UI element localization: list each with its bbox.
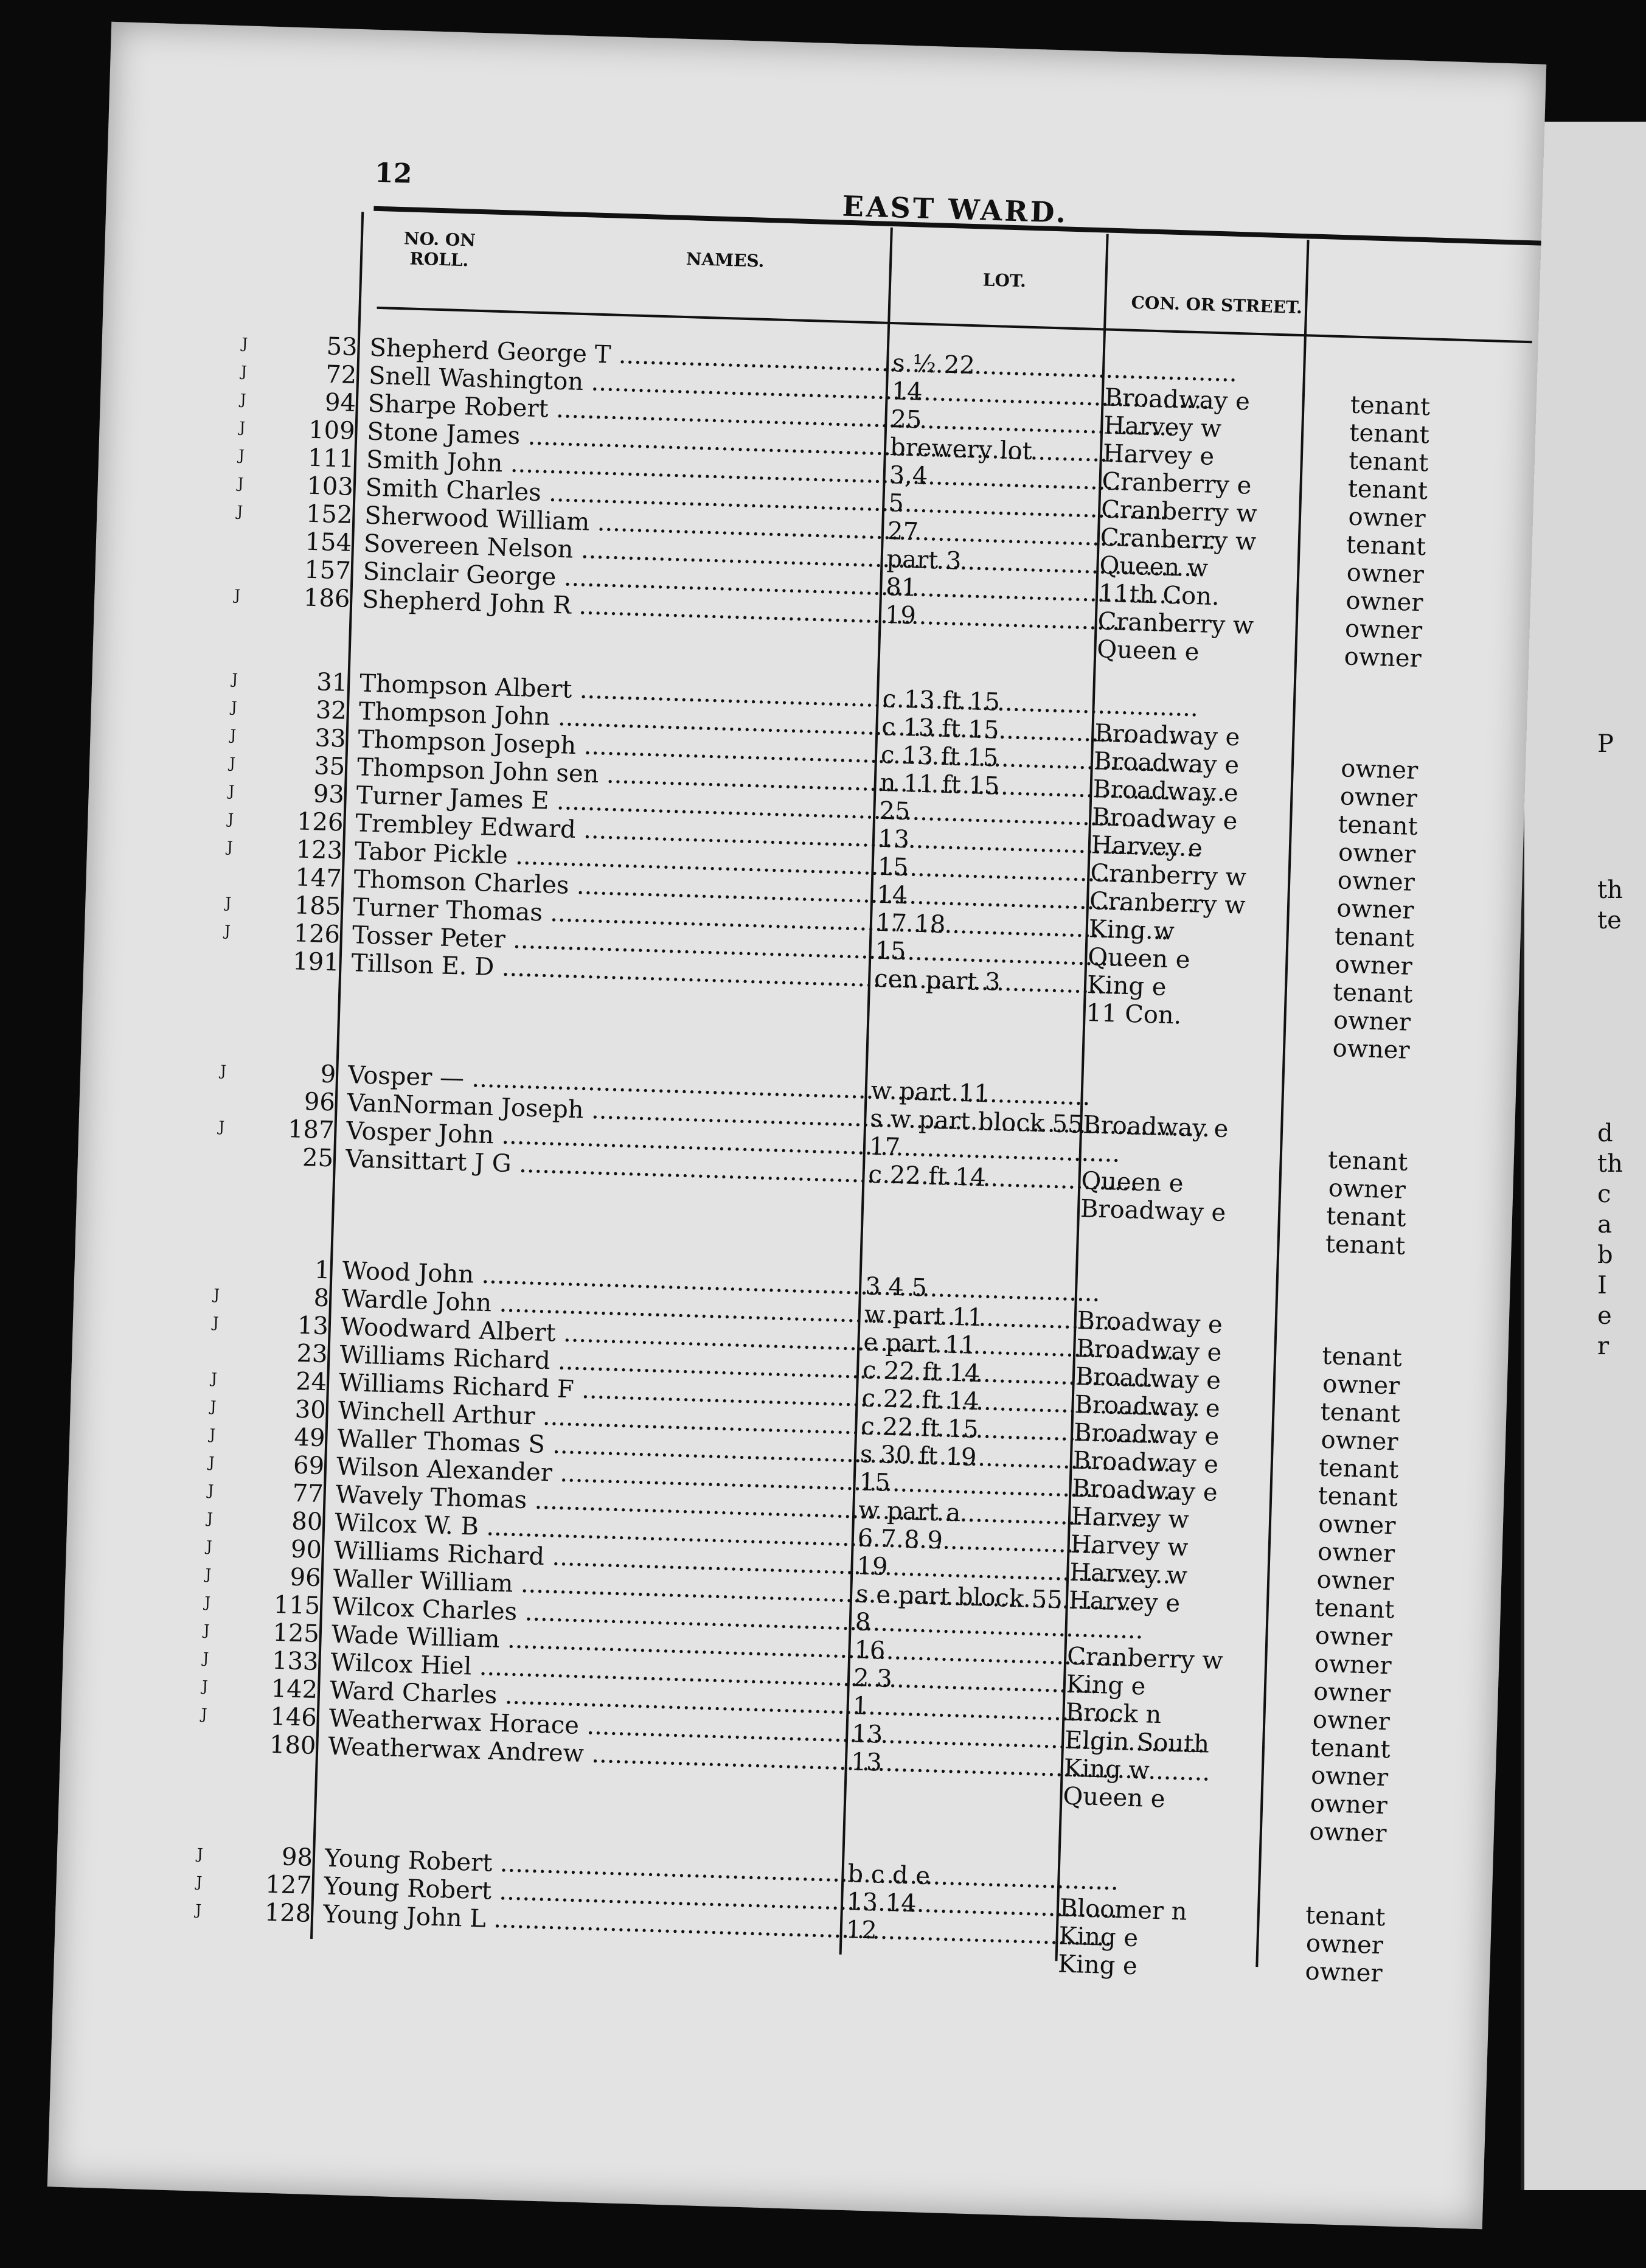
tenure-status: owner — [1317, 1537, 1395, 1568]
con-or-street: Broadway e — [1075, 1362, 1221, 1395]
person-name: Weatherwax Horace ..... — [328, 1705, 840, 1748]
tenure-status: owner — [1305, 1929, 1384, 1960]
roll-number: 69 — [293, 1451, 325, 1481]
facing-page-edge — [1521, 122, 1646, 2190]
con-or-street: Bloomer n — [1059, 1894, 1188, 1926]
con-or-street: Broadway e — [1072, 1446, 1219, 1479]
roll-number: 146 — [269, 1702, 318, 1733]
juror-mark: J — [239, 419, 246, 436]
con-or-street: 11 Con. — [1086, 999, 1182, 1030]
con-or-street: Cranberry e — [1101, 467, 1252, 500]
roll-number: 186 — [303, 583, 351, 613]
facing-page-text-fragment: P — [1597, 730, 1614, 758]
juror-mark: J — [207, 1481, 214, 1499]
juror-mark: J — [207, 1509, 214, 1527]
tenure-status: tenant — [1347, 475, 1428, 506]
juror-mark: J — [209, 1425, 216, 1443]
con-or-street: Harvey e — [1068, 1586, 1181, 1618]
roll-number: 142 — [271, 1674, 318, 1705]
con-or-street: Harvey w — [1070, 1530, 1189, 1562]
person-name: Williams Richard ..... — [339, 1341, 851, 1384]
juror-mark: J — [224, 922, 231, 940]
con-or-street: King e — [1057, 1950, 1138, 1981]
roll-number: 126 — [296, 807, 344, 837]
person-name: Wilson Alexander ..... — [336, 1453, 847, 1496]
person-name: Tabor Pickle ..... — [354, 837, 866, 880]
con-or-street: 11th Con. — [1098, 579, 1220, 611]
lot: c 22 ft 15 — [860, 1412, 979, 1444]
roll-number: 24 — [295, 1367, 327, 1397]
juror-mark: J — [196, 1845, 204, 1863]
person-name: Thompson Joseph ..... — [358, 725, 869, 768]
person-name: Thompson John sen ..... — [356, 753, 868, 796]
tenure-status: owner — [1314, 1649, 1392, 1680]
person-name: Thompson John ..... — [358, 697, 870, 740]
page-number: 12 — [374, 157, 413, 190]
tenure-status: tenant — [1348, 447, 1429, 478]
roll-number: 23 — [296, 1339, 328, 1369]
roll-number: 157 — [304, 555, 352, 585]
juror-mark: J — [210, 1397, 217, 1415]
person-name: Winchell Arthur ..... — [338, 1397, 849, 1440]
juror-mark: J — [203, 1621, 210, 1639]
lot: w part 11 — [870, 1076, 990, 1108]
person-name: VanNorman Joseph ..... — [347, 1089, 858, 1132]
tenure-status: tenant — [1320, 1397, 1401, 1428]
lot: 6 7 8 9 — [857, 1524, 943, 1555]
con-or-street: King w — [1088, 915, 1175, 946]
tenure-status: owner — [1337, 866, 1415, 897]
person-name: Turner James E ..... — [356, 781, 867, 824]
tenure-status: tenant — [1318, 1481, 1398, 1512]
roll-number: 147 — [294, 863, 342, 893]
tenure-status: tenant — [1325, 1230, 1406, 1261]
person-name: Wood John ..... — [342, 1257, 853, 1300]
roll-number: 180 — [269, 1730, 317, 1760]
lot: n 11 ft 15 — [880, 768, 1000, 801]
juror-mark: J — [208, 1453, 215, 1471]
lot: 27 — [887, 517, 919, 546]
con-or-street: Cranberry w — [1066, 1642, 1224, 1675]
tenure-status: owner — [1340, 754, 1419, 785]
lot: 3 4 5 — [864, 1272, 928, 1303]
person-name: Thompson Albert ..... — [359, 669, 871, 712]
column-header-lot: LOT. — [982, 270, 1027, 291]
roll-number: 187 — [287, 1115, 335, 1145]
lot: 81 — [885, 572, 917, 602]
roll-number: 96 — [304, 1087, 336, 1117]
juror-mark: J — [238, 447, 245, 464]
person-name: Weatherwax Andrew ..... — [328, 1733, 839, 1776]
tenure-status: owner — [1332, 1034, 1411, 1065]
person-name: Smith John ..... — [366, 446, 877, 489]
con-or-street: Broadway e — [1104, 383, 1251, 416]
lot: c 22 ft 14 — [867, 1160, 987, 1192]
roll-number: 96 — [290, 1563, 322, 1593]
juror-mark: J — [234, 586, 241, 604]
con-or-street: Broadway e — [1082, 1110, 1229, 1144]
con-or-street: Broadway e — [1092, 775, 1239, 808]
tenure-status: tenant — [1310, 1733, 1391, 1764]
tenure-status: owner — [1310, 1789, 1388, 1820]
tenure-status: owner — [1316, 1565, 1395, 1596]
lot: 19 — [884, 600, 917, 630]
tenure-status: tenant — [1346, 530, 1426, 562]
lot: e part 11 — [863, 1328, 976, 1360]
tenure-status: owner — [1346, 558, 1425, 590]
juror-mark: J — [204, 1593, 211, 1611]
juror-mark: J — [227, 810, 234, 828]
con-or-street: Queen e — [1080, 1166, 1184, 1198]
roll-number: 8 — [313, 1284, 330, 1313]
facing-page-text-fragment: r — [1597, 1332, 1610, 1360]
tenure-status: tenant — [1325, 1202, 1407, 1233]
roll-number: 49 — [293, 1423, 326, 1453]
column-header-roll: NO. ON ROLL. — [403, 228, 476, 271]
con-or-street: Queen w — [1099, 551, 1209, 583]
con-or-street: Cranberry w — [1089, 859, 1247, 892]
roll-number: 72 — [325, 360, 357, 389]
roll-number: 25 — [302, 1143, 334, 1173]
tenure-status: owner — [1312, 1705, 1391, 1736]
facing-page-text-fragment: a — [1597, 1211, 1612, 1239]
roll-number: 115 — [273, 1590, 321, 1621]
person-name: Smith Charles ..... — [365, 474, 877, 517]
lot: 25 — [878, 796, 911, 826]
roll-number: 98 — [281, 1843, 313, 1872]
con-or-street: King e — [1066, 1670, 1147, 1701]
con-or-street: Cranberry w — [1100, 495, 1258, 528]
roll-number: 126 — [293, 919, 341, 949]
person-name: Williams Richard F ..... — [338, 1369, 850, 1412]
con-or-street: King e — [1058, 1922, 1139, 1953]
roll-number: 152 — [305, 499, 353, 529]
con-or-street: Broadway e — [1071, 1474, 1218, 1507]
facing-page-text-fragment: th — [1597, 876, 1623, 904]
roll-number: 30 — [294, 1395, 327, 1425]
juror-mark: J — [201, 1705, 207, 1723]
person-name: Sherwood William ..... — [364, 501, 876, 544]
juror-mark: J — [240, 363, 248, 380]
roll-number: 31 — [316, 668, 348, 697]
facing-page-text-fragment: d — [1597, 1119, 1613, 1147]
lot: 13 — [850, 1748, 883, 1777]
tenure-status: owner — [1345, 586, 1424, 617]
con-or-street: Cranberry w — [1100, 523, 1257, 556]
person-name: Shepherd George T ..... — [369, 334, 881, 377]
facing-page-text-fragment: b — [1597, 1241, 1613, 1269]
juror-mark: J — [203, 1649, 209, 1667]
register-page — [47, 22, 1547, 2229]
roll-number: 33 — [314, 724, 347, 753]
tenure-status: tenant — [1337, 810, 1419, 841]
person-name: Woodward Albert ..... — [340, 1313, 852, 1356]
lot: c 13 ft 15 — [881, 712, 1000, 745]
juror-mark: J — [205, 1565, 212, 1583]
lot: s e part block 55 — [855, 1580, 1063, 1615]
tenure-status: owner — [1344, 642, 1422, 673]
tenure-status: tenant — [1334, 922, 1415, 953]
lot: 16 — [853, 1636, 886, 1665]
roll-number: 35 — [313, 752, 346, 781]
con-or-street: Harvey e — [1102, 439, 1215, 471]
tenure-status: owner — [1338, 838, 1416, 869]
person-name: Tillson E. D ..... — [351, 949, 863, 992]
tenure-status: tenant — [1321, 1341, 1403, 1372]
juror-mark: J — [228, 782, 235, 800]
tenure-status: owner — [1328, 1174, 1406, 1205]
juror-mark: J — [201, 1677, 209, 1695]
roll-number: 93 — [313, 780, 345, 809]
person-name: Wavely Thomas ..... — [335, 1481, 847, 1524]
tenure-status: owner — [1322, 1369, 1400, 1400]
con-or-street: King e — [1086, 971, 1167, 1001]
person-name: Waller Thomas S ..... — [337, 1425, 849, 1468]
tenure-status: tenant — [1349, 419, 1430, 450]
con-or-street: Harvey w — [1069, 1558, 1188, 1590]
person-name: Young Robert ..... — [324, 1845, 836, 1888]
tenure-status: owner — [1314, 1621, 1393, 1652]
roll-number: 125 — [272, 1618, 320, 1649]
con-or-street: Broadway e — [1094, 719, 1241, 752]
lot: 13 — [851, 1720, 883, 1749]
juror-mark: J — [237, 503, 243, 520]
tenure-status: owner — [1344, 614, 1423, 645]
tenure-status: tenant — [1350, 391, 1431, 422]
person-name: Tosser Peter ..... — [352, 921, 863, 964]
tenure-status: owner — [1308, 1817, 1387, 1848]
lot: cen part 3 — [873, 964, 1001, 997]
person-name: Waller William ..... — [333, 1565, 844, 1608]
lot: c 13 ft 15 — [882, 684, 1001, 717]
juror-mark: J — [237, 475, 244, 492]
lot: c 22 ft 14 — [861, 1384, 980, 1416]
con-or-street: Harvey e — [1091, 831, 1203, 863]
juror-mark: J — [226, 838, 234, 856]
lot: c 22 ft 14 — [862, 1356, 981, 1388]
person-name: Wilcox W. B ..... — [335, 1509, 846, 1552]
tenure-status: owner — [1339, 782, 1418, 813]
person-name: Sharpe Robert ..... — [367, 390, 879, 433]
tenure-status: owner — [1305, 1957, 1383, 1988]
juror-mark: J — [230, 726, 237, 744]
con-or-street: Broadway e — [1077, 1306, 1223, 1339]
con-or-street: Queen e — [1087, 943, 1191, 975]
lot: s w part block 55 — [869, 1104, 1084, 1139]
roll-number: 123 — [296, 835, 343, 865]
lot: 14 — [876, 880, 908, 910]
roll-number: 109 — [308, 416, 356, 445]
juror-mark: J — [231, 698, 238, 716]
lot: w part 11 — [864, 1300, 984, 1332]
person-name: Thomson Charles ..... — [353, 865, 865, 908]
con-or-street: Broadway e — [1074, 1390, 1221, 1423]
tenure-status: tenant — [1318, 1453, 1399, 1484]
facing-page-text-fragment: I — [1597, 1271, 1607, 1299]
lot: s 30 ft 19 — [859, 1440, 977, 1472]
facing-page-text-fragment: e — [1597, 1302, 1612, 1330]
person-name: Stone James ..... — [367, 418, 878, 461]
roll-number: 32 — [315, 696, 347, 725]
lot: 25 — [890, 405, 923, 434]
person-name: Trembley Edward ..... — [355, 809, 867, 852]
con-or-street: Harvey w — [1071, 1502, 1190, 1534]
roll-number: 77 — [292, 1479, 324, 1509]
person-name: Vosper — ..... — [347, 1061, 859, 1104]
lot: 19 — [856, 1552, 889, 1581]
roll-number: 191 — [292, 947, 340, 977]
lot: 14 — [891, 377, 923, 406]
column-header-names: NAMES. — [686, 248, 765, 271]
person-name: Young John L ..... — [323, 1900, 835, 1943]
con-or-street: Cranberry w — [1097, 607, 1254, 640]
con-or-street: Harvey w — [1103, 411, 1222, 444]
roll-number: 128 — [264, 1898, 311, 1928]
juror-mark: J — [195, 1901, 202, 1919]
roll-number: 53 — [326, 332, 358, 361]
person-name: Ward Charles ..... — [329, 1677, 841, 1720]
lot: 17 18 — [875, 908, 946, 939]
roll-number: 127 — [265, 1870, 313, 1900]
roll-number: 13 — [297, 1311, 329, 1341]
juror-mark: J — [218, 1118, 225, 1136]
person-name: Wilcox Hiel ..... — [330, 1649, 842, 1692]
roll-number: 103 — [306, 471, 354, 501]
lot: 2 3 — [853, 1664, 893, 1694]
juror-mark: J — [231, 670, 238, 688]
roll-number: 90 — [290, 1535, 322, 1565]
con-or-street: Elgin South — [1064, 1726, 1210, 1759]
lot: 17 — [869, 1132, 901, 1162]
juror-mark: J — [210, 1369, 218, 1387]
person-name: Sinclair George ..... — [363, 557, 874, 600]
roll-number: 133 — [271, 1646, 319, 1677]
con-or-street: Brock n — [1064, 1698, 1162, 1730]
page-title: EAST WARD. — [842, 189, 1069, 229]
lot: 8 — [855, 1608, 871, 1637]
facing-page-text-fragment: th — [1597, 1150, 1623, 1178]
lot: 12 — [846, 1915, 878, 1945]
tenure-status: owner — [1335, 950, 1413, 981]
juror-mark: J — [196, 1873, 203, 1891]
lot: s ½ 22 — [892, 349, 976, 380]
roll-number: 80 — [291, 1507, 323, 1537]
lot: 1 — [852, 1692, 869, 1720]
tenure-status: owner — [1318, 1509, 1397, 1540]
con-or-street: Queen e — [1062, 1782, 1166, 1814]
person-name: Vansittart J G ..... — [345, 1145, 856, 1188]
person-name: Wilcox Charles ..... — [332, 1593, 844, 1636]
person-name: Snell Washington ..... — [369, 362, 880, 405]
con-or-street: Broadway e — [1073, 1418, 1220, 1451]
juror-mark: J — [229, 754, 236, 772]
con-or-street: Broadway e — [1091, 803, 1238, 836]
lot: c 13 ft 15 — [880, 740, 999, 773]
con-or-street: King w — [1063, 1754, 1150, 1785]
facing-page-text-fragment: c — [1597, 1180, 1611, 1208]
tenure-status: owner — [1333, 1006, 1411, 1037]
lot: brewery lot — [889, 433, 1033, 465]
con-or-street: Broadway e — [1093, 747, 1240, 780]
lot: part 3 — [886, 544, 962, 576]
person-name: Sovereen Nelson ..... — [363, 529, 875, 572]
lot: 13 14 — [846, 1888, 917, 1918]
lot: 15 — [877, 852, 909, 882]
person-name: Young Robert ..... — [324, 1872, 835, 1915]
con-or-street: Queen e — [1096, 635, 1200, 667]
tenure-status: tenant — [1332, 978, 1414, 1009]
roll-number: 154 — [305, 527, 352, 557]
roll-number: 1 — [314, 1256, 331, 1285]
juror-mark: J — [220, 1062, 227, 1080]
person-name: Turner Thomas ..... — [353, 893, 864, 936]
juror-mark: J — [213, 1285, 220, 1303]
tenure-status: owner — [1347, 503, 1426, 534]
tenure-status: owner — [1313, 1677, 1391, 1708]
tenure-status: tenant — [1327, 1146, 1408, 1177]
tenure-status: tenant — [1305, 1901, 1386, 1932]
roll-number: 9 — [320, 1060, 336, 1089]
lot: w part a — [858, 1496, 962, 1528]
lot: 15 — [874, 936, 907, 966]
tenure-status: owner — [1320, 1425, 1399, 1456]
lot: 13 — [878, 824, 910, 854]
juror-mark: J — [240, 391, 247, 408]
con-or-street: Broadway e — [1075, 1334, 1223, 1367]
tenure-status: tenant — [1314, 1593, 1395, 1624]
juror-mark: J — [225, 894, 232, 912]
roll-number: 94 — [324, 388, 356, 417]
person-name: Williams Richard ..... — [333, 1537, 845, 1580]
roll-number: 111 — [307, 444, 355, 473]
roll-number: 185 — [294, 891, 342, 921]
facing-page-text-fragment: te — [1597, 906, 1622, 934]
person-name: Shepherd John R ..... — [362, 585, 873, 628]
juror-mark: J — [212, 1313, 220, 1331]
tenure-status: owner — [1310, 1761, 1389, 1792]
con-or-street: Cranberry w — [1089, 887, 1246, 920]
person-name: Vosper John ..... — [346, 1117, 858, 1160]
con-or-street: Broadway e — [1080, 1194, 1226, 1227]
lot: b c d e — [847, 1860, 931, 1891]
juror-mark: J — [206, 1537, 213, 1555]
lot: 15 — [858, 1468, 891, 1497]
header-bottom-rule — [377, 307, 1532, 343]
person-name: Wade William ..... — [331, 1621, 842, 1664]
person-name: Wardle John ..... — [341, 1285, 853, 1328]
lot: 5 — [887, 489, 905, 518]
lot: 3,4 — [889, 461, 929, 490]
tenure-status: owner — [1336, 894, 1415, 925]
juror-mark: J — [241, 335, 248, 352]
column-header-street: CON. OR STREET. — [1131, 292, 1303, 318]
